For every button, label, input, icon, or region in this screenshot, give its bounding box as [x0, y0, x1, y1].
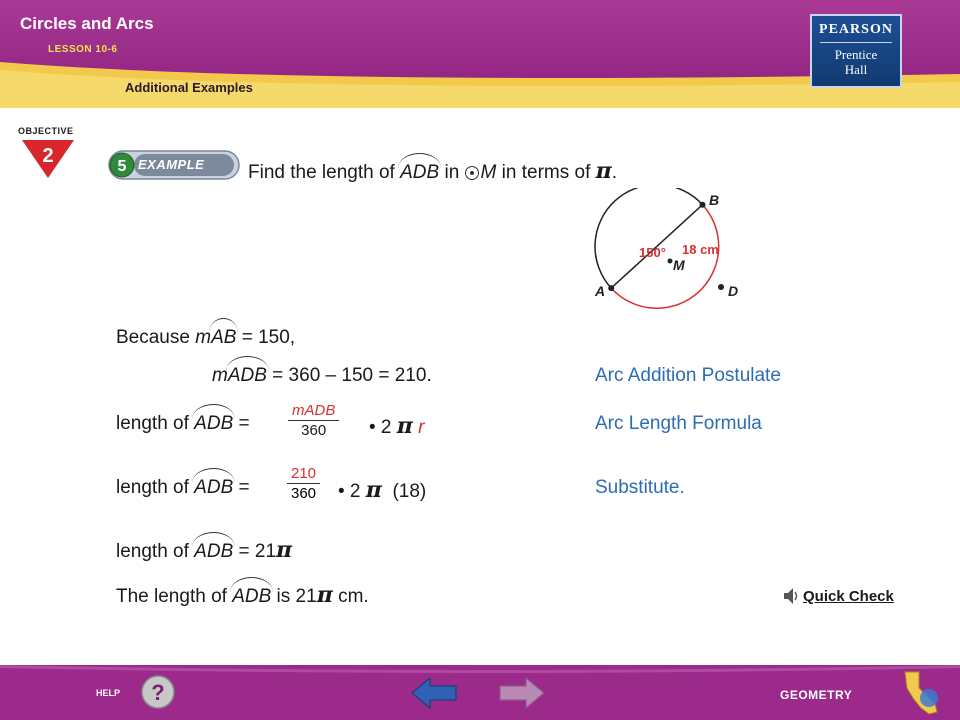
- problem-in: in: [439, 162, 465, 183]
- fraction-denominator: 360: [301, 422, 327, 439]
- fraction-denominator: 360: [291, 485, 317, 502]
- step-1-value: = 150,: [236, 327, 296, 348]
- circle-name: M: [480, 162, 497, 183]
- reason-arc-addition: Arc Addition Postulate: [595, 365, 781, 386]
- minor-arc: [595, 188, 702, 288]
- pi-symbol: π: [365, 477, 382, 503]
- step-1-prefix: Because: [116, 327, 196, 348]
- times-two: • 2: [338, 481, 361, 502]
- pi-symbol: π: [396, 413, 413, 439]
- lesson-label: LESSON 10-6: [48, 44, 118, 55]
- fraction-numerator: 210: [287, 465, 320, 484]
- pi-symbol: π: [316, 582, 333, 608]
- result-value: = 21: [233, 541, 277, 562]
- svg-text:?: ?: [151, 680, 165, 705]
- conclusion-prefix: The length of: [116, 586, 233, 607]
- objective-badge: [20, 138, 76, 180]
- label-b: B: [709, 192, 720, 208]
- step-5: [116, 537, 292, 563]
- conclusion-unit: cm.: [332, 586, 369, 607]
- example-label: EXAMPLE: [138, 157, 205, 172]
- step-2: [212, 365, 432, 387]
- course-label: GEOMETRY: [780, 688, 853, 702]
- measure-m: m: [212, 365, 228, 386]
- measure-m: m: [195, 327, 212, 348]
- step-2-value: = 360 – 150 = 210.: [266, 365, 432, 386]
- speaker-icon[interactable]: [781, 585, 801, 607]
- radius-var: r: [418, 417, 425, 438]
- pi-symbol: π: [595, 158, 612, 184]
- arc-adb: ADB: [194, 541, 234, 562]
- arc-adb: ADB: [194, 413, 234, 434]
- radius-value: (18): [392, 481, 427, 502]
- problem-suffix: in terms of: [496, 162, 596, 183]
- fraction-numerator: mADB: [288, 402, 339, 421]
- logo-line-2: Hall: [844, 62, 868, 77]
- conclusion: [116, 582, 369, 608]
- back-arrow-icon[interactable]: [410, 676, 458, 710]
- length-of-label: length of: [116, 413, 195, 434]
- length-of-label: length of: [116, 477, 195, 498]
- quick-check-link[interactable]: Quick Check: [803, 588, 894, 605]
- equals-sign: =: [233, 413, 250, 434]
- publisher-logo: [810, 14, 902, 88]
- point-d: [718, 284, 724, 290]
- problem-prefix: Find the length of: [248, 162, 401, 183]
- forward-arrow-icon[interactable]: [498, 676, 546, 710]
- logo-line-1: Prentice: [834, 47, 878, 62]
- angle-label: 150°: [639, 245, 666, 260]
- length-of-label: length of: [116, 541, 195, 562]
- times-two: • 2: [369, 417, 392, 438]
- problem-statement: [248, 158, 617, 184]
- page-subtitle: Additional Examples: [125, 80, 253, 95]
- example-number: 5: [117, 158, 127, 175]
- problem-end: .: [611, 162, 618, 183]
- label-d: D: [728, 283, 739, 299]
- logo-brand: PEARSON: [819, 22, 893, 37]
- reason-substitute: Substitute.: [595, 477, 685, 498]
- arc-ab: AB: [211, 327, 237, 348]
- radius-label: 18 cm: [682, 242, 719, 257]
- circle-symbol: [465, 166, 479, 180]
- conclusion-value: is 21: [271, 586, 317, 607]
- logo-divider: [820, 42, 892, 43]
- step-4-rest: [338, 477, 426, 503]
- fraction-substituted: [287, 465, 320, 502]
- arc-adb: ADB: [194, 477, 234, 498]
- circle-figure: [585, 188, 755, 328]
- step-3: [116, 413, 250, 435]
- point-b: [700, 202, 706, 208]
- step-3-rest: [369, 413, 425, 439]
- page-title: Circles and Arcs: [20, 14, 154, 33]
- help-icon[interactable]: [140, 674, 176, 710]
- arc-adb: ADB: [400, 162, 440, 183]
- point-a: [608, 285, 614, 291]
- arc-adb: ADB: [232, 586, 272, 607]
- objective-label: OBJECTIVE: [18, 126, 74, 136]
- objective-number: 2: [42, 145, 54, 167]
- reason-arc-length: Arc Length Formula: [595, 413, 762, 434]
- fraction-arc-measure: [288, 402, 339, 439]
- step-1: [116, 327, 295, 349]
- label-m: M: [673, 257, 685, 273]
- california-icon: [895, 668, 945, 718]
- arc-adb: ADB: [227, 365, 267, 386]
- center-m: [668, 259, 673, 264]
- help-label: HELP: [96, 688, 121, 698]
- equals-sign: =: [233, 477, 250, 498]
- step-4: [116, 477, 250, 499]
- pi-symbol: π: [276, 537, 293, 563]
- label-a: A: [595, 283, 606, 299]
